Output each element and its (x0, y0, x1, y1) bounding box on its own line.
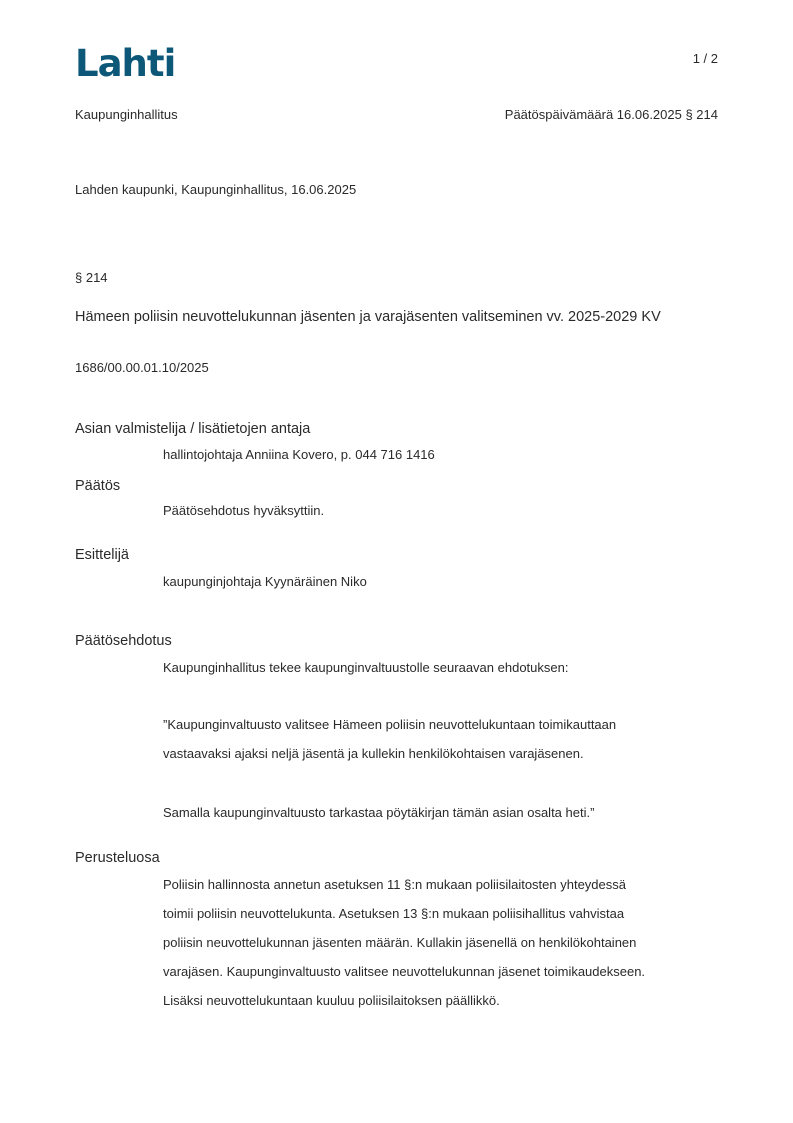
organ-name: Kaupunginhallitus (75, 107, 178, 122)
rationale-line: Lisäksi neuvottelukuntaan kuuluu poliisilaitoksen päällikkö. (163, 993, 500, 1008)
decision-heading: Päätös (75, 478, 121, 494)
proposal-intro: Kaupunginhallitus tekee kaupunginvaltuustolle seuraavan ehdotuksen: (163, 660, 569, 675)
diary-number: 1686/00.00.01.10/2025 (75, 360, 209, 375)
rationale-heading: Perusteluosa (75, 850, 160, 866)
document-title: Hämeen poliisin neuvottelukunnan jäsenten ja varajäsenten valitseminen vv. 2025-2029 KV (75, 309, 661, 325)
lahti-logo: Lahti (75, 42, 176, 85)
presenter-text: kaupunginjohtaja Kyynäräinen Niko (163, 574, 367, 589)
proposal-quote-line: Samalla kaupunginvaltuusto tarkastaa pöytäkirjan tämän asian osalta heti.” (163, 805, 595, 820)
rationale-line: poliisin neuvottelukunnan jäsenten määrän. Kullakin jäsenellä on henkilökohtainen (163, 935, 637, 950)
rationale-line: Poliisin hallinnosta annetun asetuksen 11 §:n mukaan poliisilaitosten yhteydessä (163, 877, 626, 892)
proposal-heading: Päätösehdotus (75, 633, 172, 649)
rationale-line: varajäsen. Kaupunginvaltuusto valitsee neuvottelukunnan jäsenet toimikaudekseen. (163, 964, 646, 979)
page-number: 1 / 2 (692, 51, 718, 66)
presenter-heading: Esittelijä (75, 547, 129, 563)
rationale-line: toimii poliisin neuvottelukunta. Asetuksen 13 §:n mukaan poliisihallitus vahvistaa (163, 906, 625, 921)
preparer-text: hallintojohtaja Anniina Kovero, p. 044 716 1416 (163, 447, 435, 462)
decision-date: Päätöspäivämäärä 16.06.2025 § 214 (504, 107, 718, 122)
proposal-quote-line: ”Kaupunginvaltuusto valitsee Hämeen poliisin neuvottelukuntaan toimikauttaan (163, 717, 617, 732)
decision-text: Päätösehdotus hyväksyttiin. (163, 503, 325, 518)
section-number: § 214 (75, 270, 108, 285)
meeting-line: Lahden kaupunki, Kaupunginhallitus, 16.06.2025 (75, 182, 357, 197)
preparer-heading: Asian valmistelija / lisätietojen antaja (75, 421, 311, 437)
proposal-quote-line: vastaavaksi ajaksi neljä jäsentä ja kullekin henkilökohtaisen varajäsenen. (163, 746, 584, 761)
